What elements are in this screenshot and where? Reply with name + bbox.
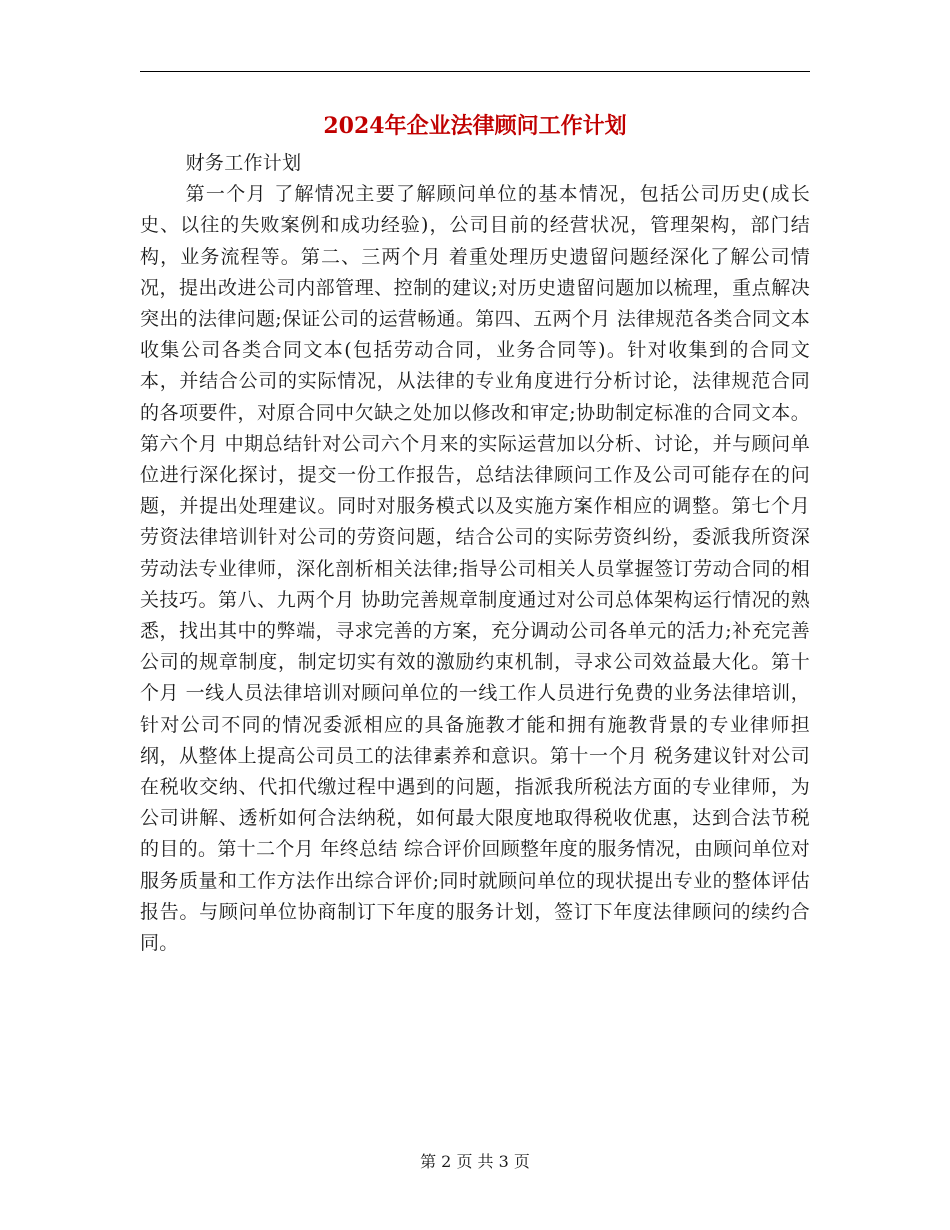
document-body: [140, 148, 810, 959]
body-paragraph: 第一个月 了解情况主要了解顾问单位的基本情况，包括公司历史(成长史、以往的失败案例和成功经验)，公司目前的经营状况，管理架构，部门结构，业务流程等。第二、三两个月 着重处理历史遗留问题经深化了解公司情况，提出改进公司内部管理、控制的建议;对历史遗留问题加以梳理，重点解决突出的法律问题;保证公司的运营畅通。第四、五两个月 法律规范各类合同文本收集公司各类合同文本(包括劳动合同，业务合同等)。针对收集到的合同文本，并结合公司的实际情况，从法律的专业角度进行分析讨论，法律规范合同的各项要件，对原合同中欠缺之处加以修改和审定;协助制定标准的合同文本。第六个月 中期总结针对公司六个月来的实际运营加以分析、讨论，并与顾问单位进行深化探讨，提交一份工作报告，总结法律顾问工作及公司可能存在的问题，并提出处理建议。同时对服务模式以及实施方案作相应的调整。第七个月 劳资法律培训针对公司的劳资问题，结合公司的实际劳资纠纷，委派我所资深劳动法专业律师，深化剖析相关法律;指导公司相关人员掌握签订劳动合同的相关技巧。第八、九两个月 协助完善规章制度通过对公司总体架构运行情况的熟悉，找出其中的弊端，寻求完善的方案，充分调动公司各单元的活力;补充完善公司的规章制度，制定切实有效的激励约束机制，寻求公司效益最大化。第十个月 一线人员法律培训对顾问单位的一线工作人员进行免费的业务法律培训，针对公司不同的情况委派相应的具备施教才能和拥有施教背景的专业律师担纲，从整体上提高公司员工的法律素养和意识。第十一个月 税务建议针对公司在税收交纳、代扣代缴过程中遇到的问题，指派我所税法方面的专业律师，为公司讲解、透析如何合法纳税，如何最大限度地取得税收优惠，达到合法节税的目的。第十二个月 年终总结 综合评价回顾整年度的服务情况，由顾问单位对服务质量和工作方法作出综合评价;同时就顾问单位的现状提出专业的整体评估报告。与顾问单位协商制订下年度的服务计划，签订下年度法律顾问的续约合同。: [140, 183, 810, 955]
header-rule: [140, 71, 810, 72]
section-subheading: 财务工作计划: [185, 152, 302, 174]
document-title: 2024年企业法律顾问工作计划: [323, 113, 627, 139]
page-indicator: 第 2 页 共 3 页: [420, 1152, 530, 1171]
